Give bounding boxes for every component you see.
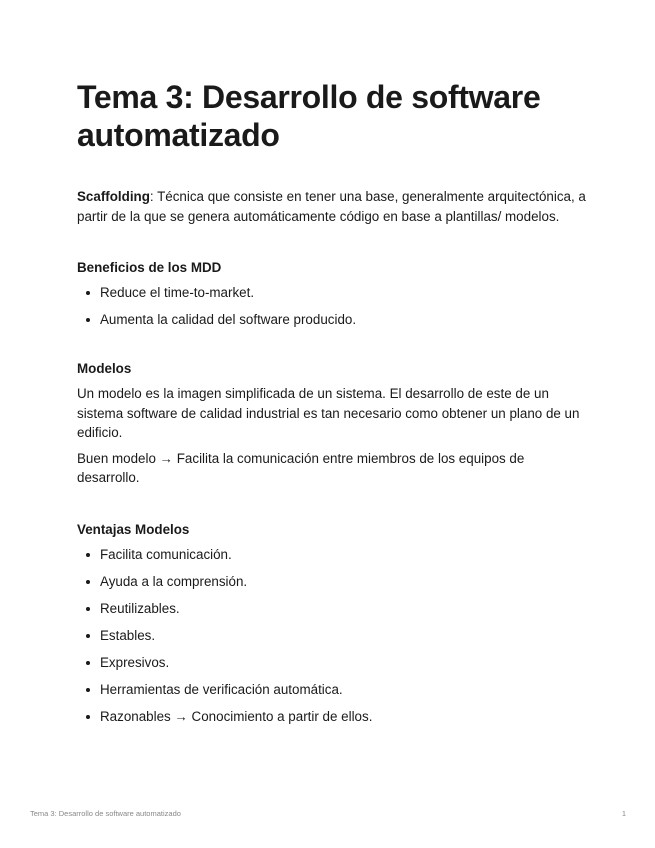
list-item-text: Aumenta la calidad del software producido. (100, 312, 357, 327)
list-item (77, 283, 587, 302)
modelos-paragraph: Buen modelo → Facilita la comunicación entre miembros de los equipos de desarrollo. (77, 450, 525, 485)
list-item-text: Razonables → Conocimiento a partir de ellos. (100, 708, 373, 724)
section-heading-beneficios: Beneficios de los MDD (77, 260, 222, 275)
document-page (77, 78, 587, 734)
list-item-text: Estables. (100, 627, 156, 643)
list-item (77, 707, 587, 726)
list-item (77, 572, 587, 591)
list-item-text: Reutilizables. (100, 600, 180, 616)
intro-text: : Técnica que consiste en tener una base, generalmente arquitectónica, a partir de la que se genera automáticamente código en base a plantillas/ modelos. (77, 189, 586, 224)
bullet-icon (86, 634, 90, 638)
bullet-icon (86, 715, 90, 719)
intro-term: Scaffolding (77, 189, 150, 204)
page-title: Tema 3: Desarrollo de software automatizado (77, 79, 541, 153)
section-heading-ventajas: Ventajas Modelos (77, 521, 190, 537)
bullet-icon (86, 607, 90, 611)
list-item (77, 653, 587, 672)
bullet-icon (86, 580, 90, 584)
bullet-icon (86, 553, 90, 557)
list-item-text: Reduce el time-to-market. (100, 285, 255, 300)
ventajas-list (77, 545, 587, 726)
list-item (77, 545, 587, 564)
list-item (77, 626, 587, 645)
list-item-text: Expresivos. (100, 654, 170, 670)
list-item-text: Facilita comunicación. (100, 546, 232, 562)
list-item (77, 680, 587, 699)
footer-title: Tema 3: Desarrollo de software automatizado (30, 809, 181, 818)
bullet-icon (86, 318, 90, 322)
beneficios-list (77, 283, 587, 329)
list-item-text: Ayuda a la comprensión. (100, 573, 248, 589)
bullet-icon (86, 688, 90, 692)
list-item (77, 599, 587, 618)
list-item (77, 310, 587, 329)
bullet-icon (86, 661, 90, 665)
page-number: 1 (621, 809, 626, 818)
modelos-paragraph: Un modelo es la imagen simplificada de un sistema. El desarrollo de este de un sistema software de calidad industrial es tan necesario como obtener un plano de un edificio. (77, 386, 580, 440)
intro-paragraph (77, 187, 587, 226)
list-item-text: Herramientas de verificación automática. (100, 681, 343, 697)
bullet-icon (86, 291, 90, 295)
section-heading-modelos: Modelos (77, 361, 132, 376)
